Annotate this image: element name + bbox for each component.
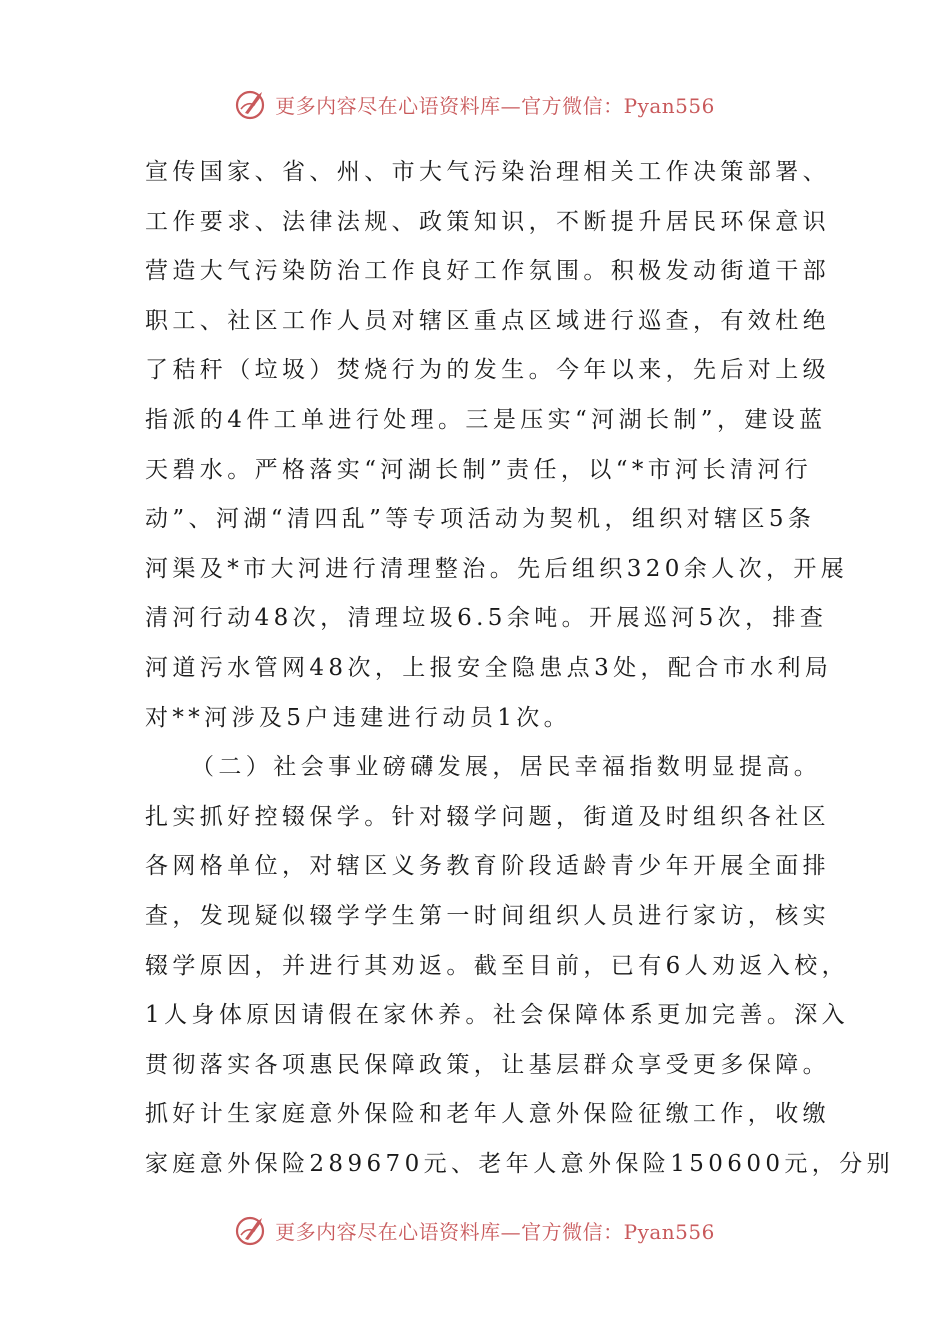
pen-nib-icon [235,1213,269,1247]
body-line: 家庭意外保险289670元、老年人意外保险150600元，分别 [145,1150,894,1177]
header-banner [0,82,950,126]
body-line: 抓好计生家庭意外保险和老年人意外保险征缴工作，收缴 [145,1101,830,1128]
body-line: 清河行动48次，清理垃圾6.5余吨。开展巡河5次，排查 [145,605,828,632]
body-line: 辍学原因，并进行其劝返。截至目前，已有6人劝返入校， [145,952,850,979]
footer-banner [0,1208,950,1252]
body-line: 职工、社区工作人员对辖区重点区域进行巡查，有效杜绝 [145,307,830,334]
section-heading: （二）社会事业磅礴发展，居民幸福指数明显提高。 [191,754,822,781]
body-line: 各网格单位，对辖区义务教育阶段适龄青少年开展全面排 [145,853,830,880]
body-line: 天碧水。严格落实“河湖长制”责任，以“*市河长清河行 [145,456,813,483]
body-line: 工作要求、法律法规、政策知识，不断提升居民环保意识 [145,208,830,235]
pen-nib-icon [235,87,269,121]
body-line: 河渠及*市大河进行清理整治。先后组织320余人次，开展 [145,555,849,582]
body-line: 1人身体原因请假在家休养。社会保障体系更加完善。深入 [145,1002,850,1029]
body-line: 对**河涉及5户违建进行动员1次。 [145,704,572,731]
body-line: 宣传国家、省、州、市大气污染治理相关工作决策部署、 [145,159,830,185]
body-line: 查，发现疑似辍学学生第一时间组织人员进行家访，核实 [145,902,830,929]
body-line: 河道污水管网48次，上报安全隐患点3处，配合市水利局 [145,654,833,681]
body-line: 动”、河湖“清四乱”等专项活动为契机，组织对辖区5条 [145,506,816,533]
footer-banner-text: 更多内容尽在心语资料库—官方微信：Pyan556 [275,1219,715,1244]
body-line: 扎实抓好控辍保学。针对辍学问题，街道及时组织各社区 [145,803,830,830]
body-line: 贯彻落实各项惠民保障政策，让基层群众享受更多保障。 [145,1051,830,1078]
document-body [145,148,894,1189]
body-line: 指派的4件工单进行处理。三是压实“河湖长制”，建设蓝 [145,406,827,433]
body-line: 了秸秆（垃圾）焚烧行为的发生。今年以来，先后对上级 [145,357,830,384]
header-banner-text: 更多内容尽在心语资料库—官方微信：Pyan556 [275,93,715,118]
body-line: 营造大气污染防治工作良好工作氛围。积极发动街道干部 [145,258,830,285]
